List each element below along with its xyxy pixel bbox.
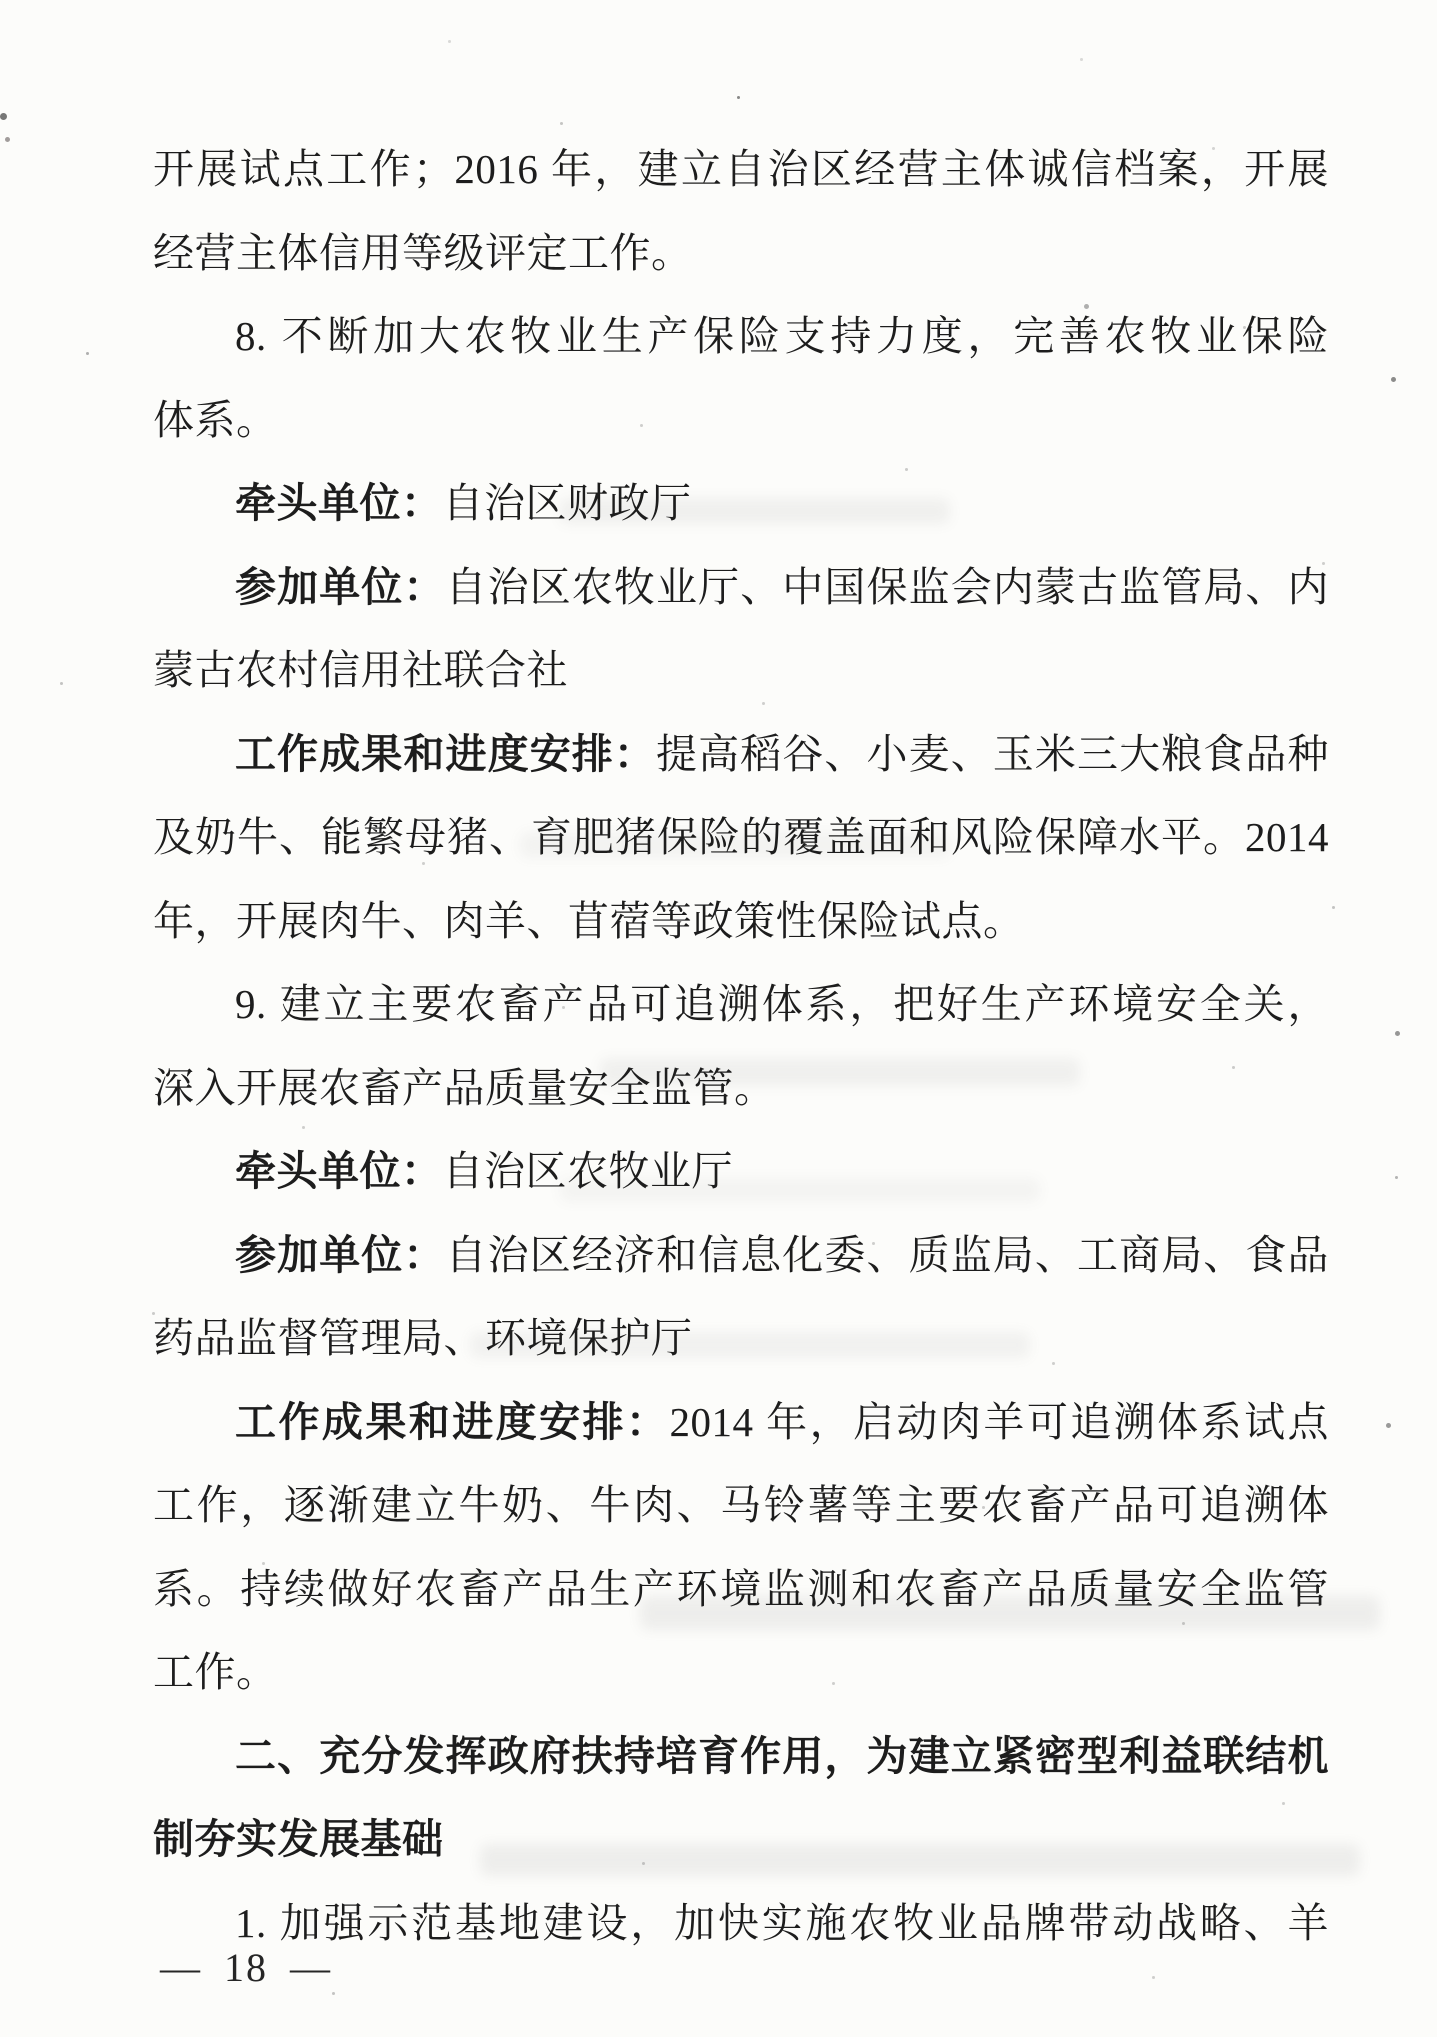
line-label: 工作成果和进度安排： xyxy=(235,1398,670,1445)
line-label: 参加单位： xyxy=(235,563,446,610)
document-line xyxy=(153,1464,1329,1548)
line-text: 自治区农牧业厅 xyxy=(442,1148,733,1194)
document-line xyxy=(153,212,1329,296)
document-line xyxy=(153,1548,1329,1632)
document-line xyxy=(153,295,1329,379)
document-line xyxy=(153,963,1329,1047)
line-label: 牵头单位： xyxy=(235,1148,443,1194)
line-text: 提高稻谷、小麦、玉米三大粮食品种 xyxy=(656,730,1329,777)
line-text: 工作。 xyxy=(153,1649,278,1695)
document-line xyxy=(153,1047,1329,1131)
document-line xyxy=(153,880,1329,964)
line-text: 系。持续做好农畜产品生产环境监测和农畜产品质量安全监管 xyxy=(153,1565,1329,1612)
document-line xyxy=(153,1214,1329,1298)
document-line xyxy=(153,1381,1329,1465)
document-line xyxy=(153,128,1329,212)
line-text: 药品监督管理局、环境保护厅 xyxy=(153,1315,693,1361)
document-body xyxy=(153,128,1329,1965)
line-text: 深入开展农畜产品质量安全监管。 xyxy=(153,1064,776,1111)
line-text: 2014 年，启动肉羊可追溯体系试点 xyxy=(669,1398,1330,1445)
line-text: 二、充分发挥政府扶持培育作用，为建立紧密型利益联结机 xyxy=(235,1732,1329,1779)
document-section-heading xyxy=(153,1798,1329,1882)
line-text: 开展试点工作；2016 年，建立自治区经营主体诚信档案，开展 xyxy=(153,146,1329,192)
page-number: — 18 — xyxy=(160,1945,332,1990)
document-line xyxy=(153,1631,1329,1715)
line-text: 及奶牛、能繁母猪、育肥猪保险的覆盖面和风险保障水平。2014 xyxy=(153,814,1329,860)
document-line xyxy=(153,462,1329,546)
document-section-heading xyxy=(153,1715,1329,1799)
line-text: 9. 建立主要农畜产品可追溯体系，把好生产环境安全关， xyxy=(235,981,1329,1027)
document-line xyxy=(153,713,1329,797)
line-label: 工作成果和进度安排： xyxy=(235,730,656,777)
line-text: 工作，逐渐建立牛奶、牛肉、马铃薯等主要农畜产品可追溯体 xyxy=(153,1482,1329,1528)
line-text: 8. 不断加大农牧业生产保险支持力度，完善农牧业保险 xyxy=(235,313,1329,359)
line-text: 自治区财政厅 xyxy=(442,480,692,526)
line-text: 体系。 xyxy=(153,396,278,443)
document-line xyxy=(153,1297,1329,1381)
line-text: 1. 加强示范基地建设，加快实施农牧业品牌带动战略、羊 xyxy=(235,1899,1329,1946)
document-line xyxy=(153,379,1329,463)
line-text: 自治区农牧业厅、中国保监会内蒙古监管局、内 xyxy=(445,563,1329,610)
line-text: 经营主体信用等级评定工作。 xyxy=(153,229,693,276)
line-label: 牵头单位： xyxy=(235,480,443,526)
document-line xyxy=(153,1130,1329,1214)
scan-noise-speckles xyxy=(0,0,3,3)
document-line xyxy=(153,546,1329,630)
document-line xyxy=(153,796,1329,880)
line-text: 自治区经济和信息化委、质监局、工商局、食品 xyxy=(445,1231,1329,1278)
document-line xyxy=(153,629,1329,713)
line-text: 制夯实发展基础 xyxy=(153,1816,444,1862)
line-text: 蒙古农村信用社联合社 xyxy=(153,647,568,693)
line-label: 参加单位： xyxy=(235,1231,446,1278)
line-text: 年，开展肉牛、肉羊、苜蓿等政策性保险试点。 xyxy=(153,897,1025,944)
